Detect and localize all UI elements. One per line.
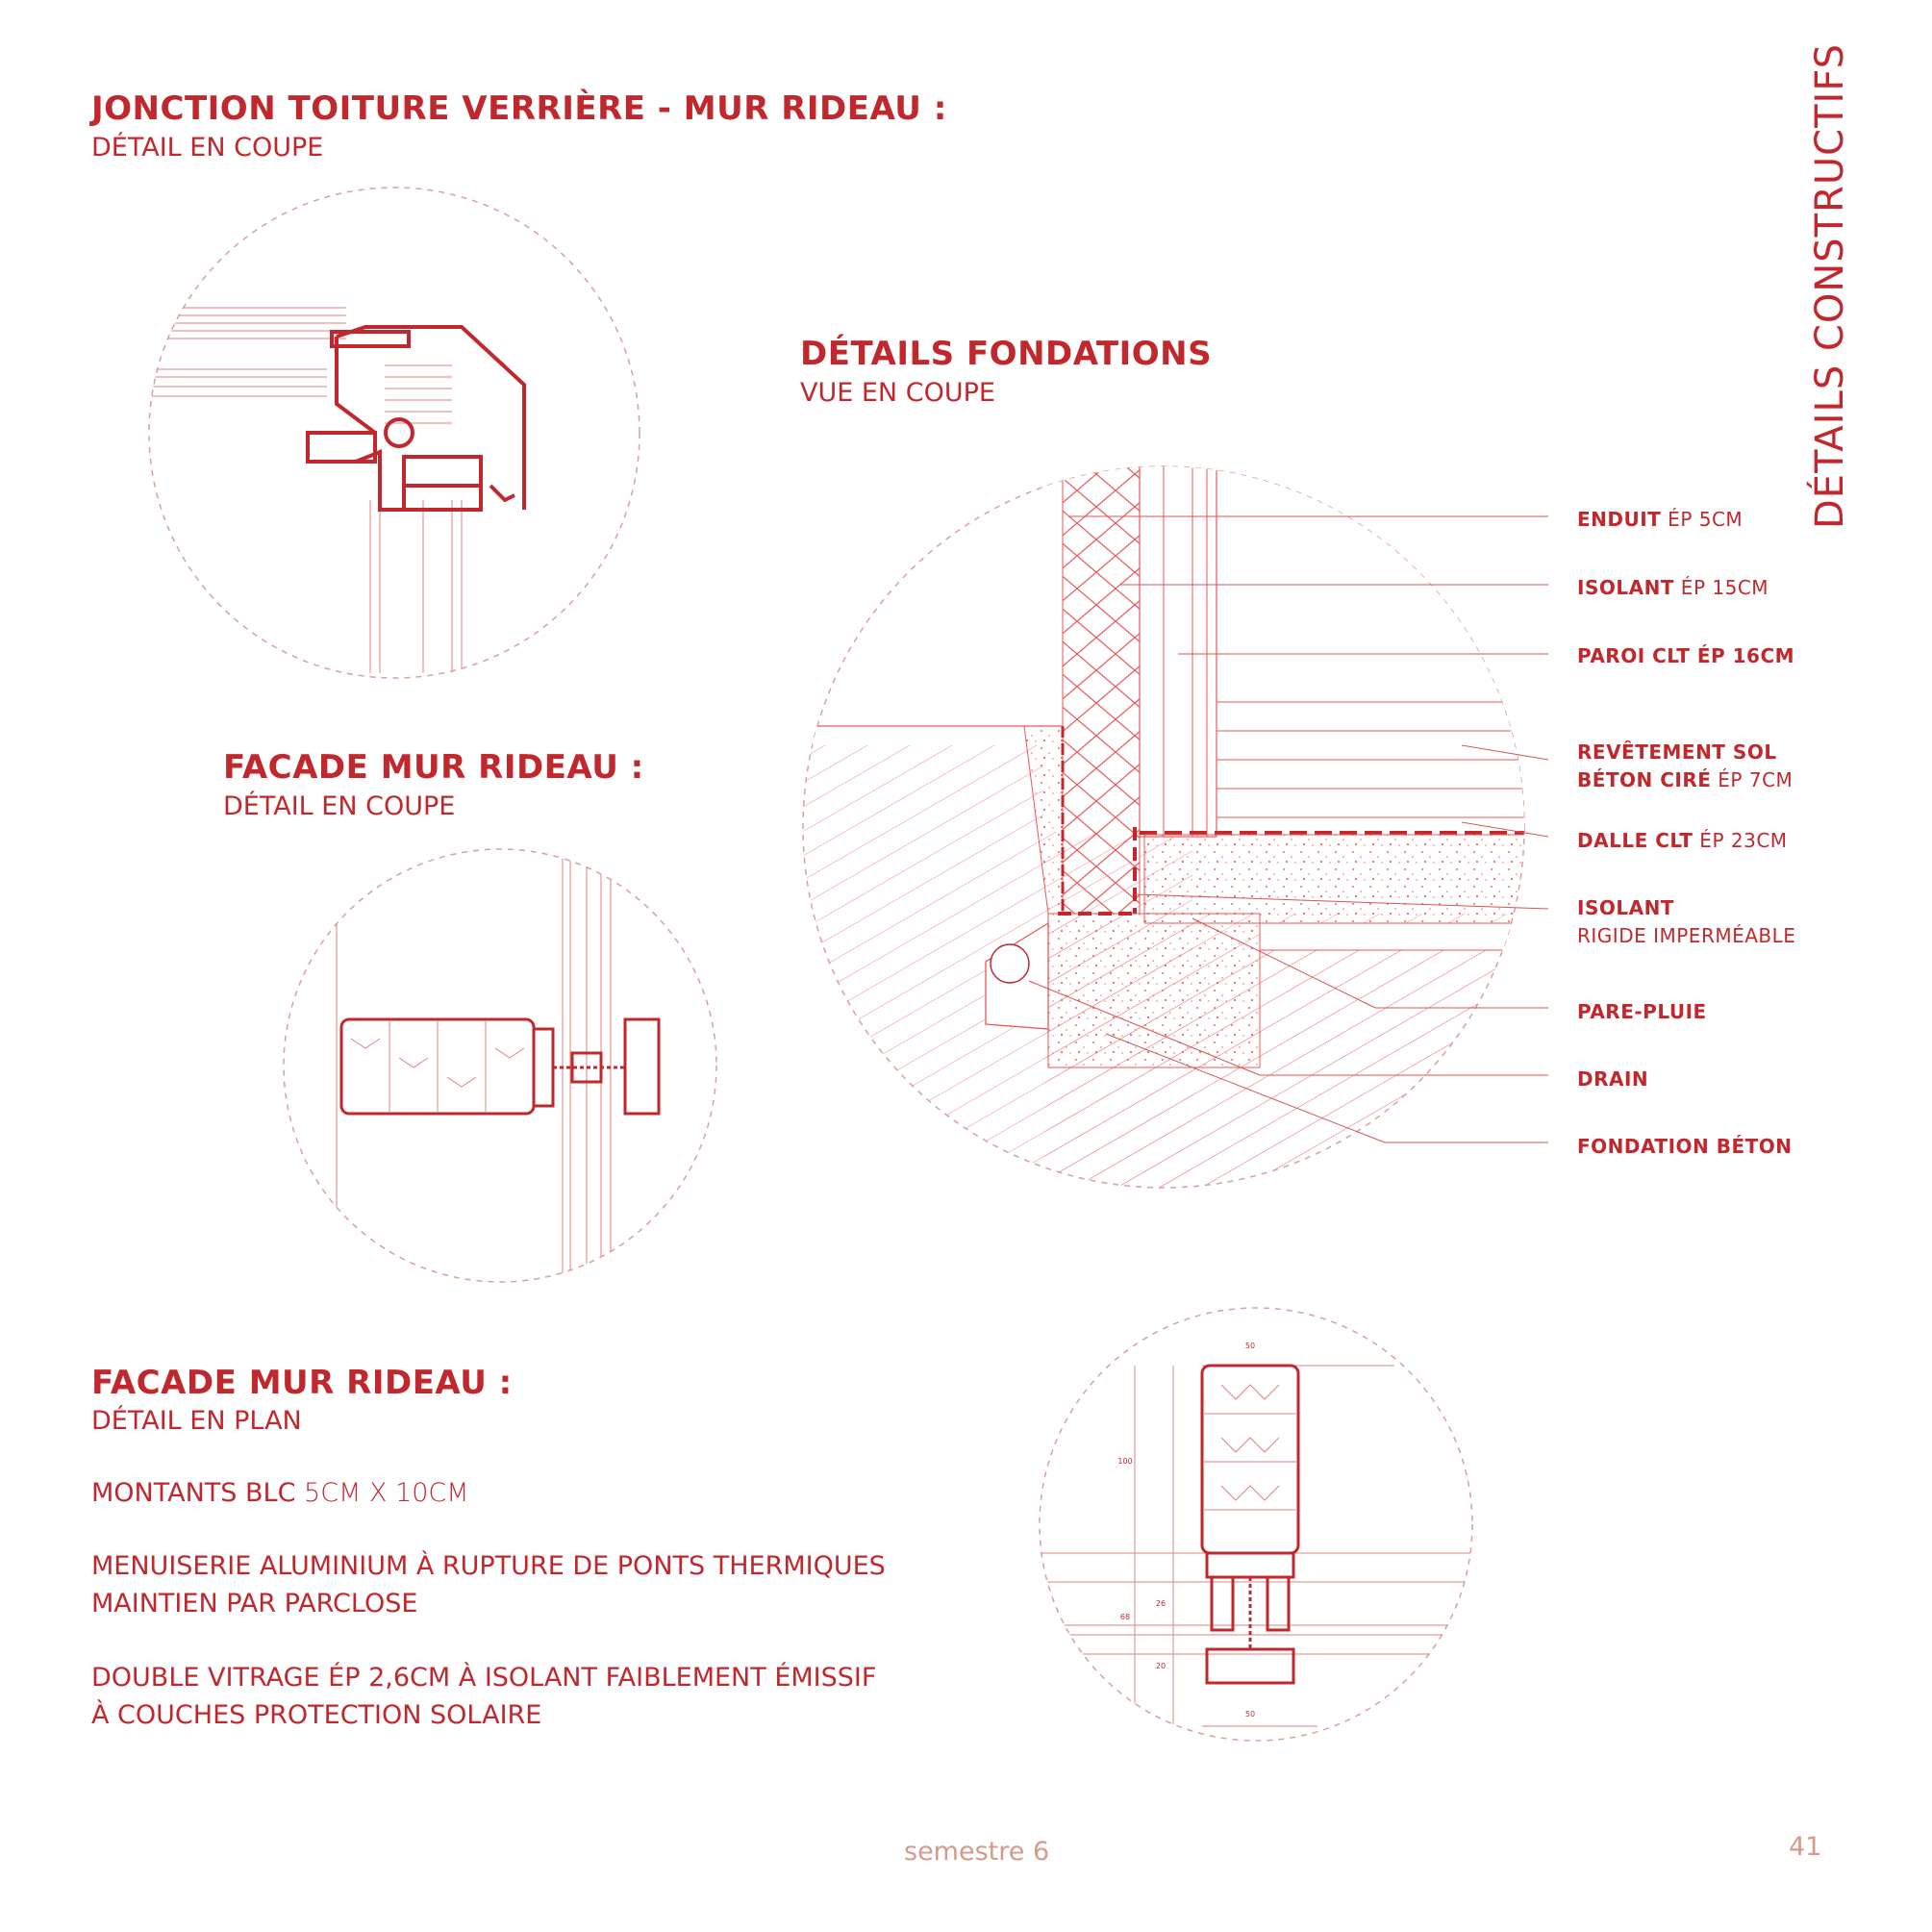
label-paroi-clt: PAROI CLT ÉP 16CM (1577, 644, 1795, 667)
spec-menuiserie (91, 1551, 886, 1581)
spec-montants-strong: MONTANTS BLC (91, 1478, 296, 1508)
plan-dim-glass-total: 68 (1119, 1613, 1131, 1621)
facade-coupe-title: FACADE MUR RIDEAU : (223, 748, 644, 787)
spec-menuiserie-strong: MENUISERIE ALUMINIUM (91, 1551, 409, 1581)
label-revetement-sol: REVÊTEMENT SOL (1577, 740, 1777, 764)
jonction-subtitle: DÉTAIL EN COUPE (91, 133, 324, 163)
plan-dim-glass-b: 20 (1155, 1662, 1167, 1670)
label-isolant-rigide: ISOLANT (1577, 896, 1674, 919)
plan-dim-glass-a: 26 (1155, 1599, 1167, 1608)
label-dalle-clt: DALLE CLT ÉP 23CM (1577, 829, 1788, 852)
facade-plan-title: FACADE MUR RIDEAU : (91, 1364, 513, 1402)
plan-dim-height: 100 (1117, 1457, 1133, 1466)
footer-page-number: 41 (1789, 1832, 1822, 1862)
spec-menuiserie-rest: À RUPTURE DE PONTS THERMIQUES (408, 1551, 886, 1581)
spec-vitrage (91, 1663, 876, 1693)
spec-montants-rest: 5CM X 10CM (295, 1478, 469, 1508)
footer-semester: semestre 6 (904, 1837, 1050, 1867)
spec-vitrage-rest: ÉP 2,6CM À ISOLANT FAIBLEMENT ÉMISSIF (319, 1663, 877, 1693)
facade-plan-drawing (1039, 1308, 1481, 1741)
label-isolant: ISOLANT ÉP 15CM (1577, 576, 1769, 599)
label-rigide-impermeable: RIGIDE IMPERMÉABLE (1577, 924, 1796, 947)
label-pare-pluie: PARE-PLUIE (1577, 1000, 1707, 1023)
facade-plan-subtitle: DÉTAIL EN PLAN (91, 1406, 302, 1436)
plan-dim-bottom: 50 (1244, 1710, 1256, 1719)
fondations-subtitle: VUE EN COUPE (800, 378, 995, 408)
label-enduit: ENDUIT ÉP 5CM (1577, 508, 1744, 531)
label-drain: DRAIN (1577, 1067, 1649, 1091)
spec-menuiserie-line2: MAINTIEN PAR PARCLOSE (91, 1589, 418, 1618)
fondations-title: DÉTAILS FONDATIONS (800, 335, 1213, 373)
label-beton-cire: BÉTON CIRÉ ÉP 7CM (1577, 768, 1794, 791)
plan-dim-top: 50 (1244, 1342, 1256, 1350)
fondations-detail-drawing (789, 462, 1548, 1212)
jonction-title: JONCTION TOITURE VERRIÈRE - MUR RIDEAU : (91, 89, 947, 128)
spec-montants (91, 1478, 469, 1508)
spec-vitrage-line2: À COUCHES PROTECTION SOLAIRE (91, 1700, 542, 1730)
facade-coupe-subtitle: DÉTAIL EN COUPE (223, 791, 456, 821)
jonction-detail-drawing (144, 188, 640, 678)
spec-vitrage-strong: DOUBLE VITRAGE (91, 1663, 320, 1693)
label-fondation-beton: FONDATION BÉTON (1577, 1135, 1793, 1158)
facade-coupe-drawing (284, 846, 716, 1289)
side-title: DÉTAILS CONSTRUCTIFS (1808, 42, 1852, 529)
